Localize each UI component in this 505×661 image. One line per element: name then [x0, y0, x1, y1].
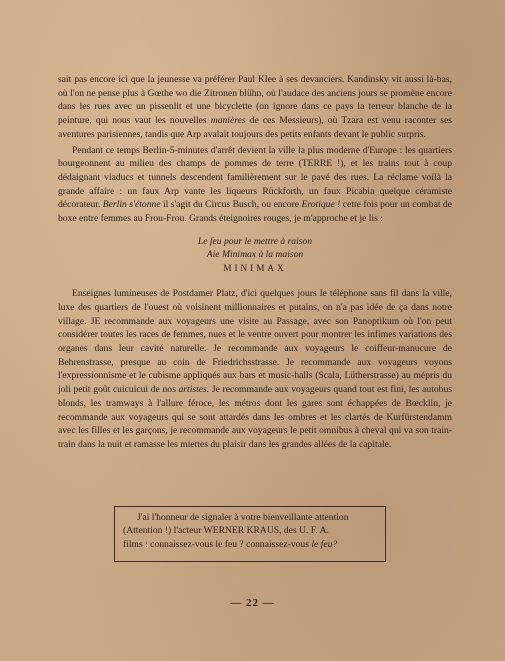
paragraph-1-text: sait pas encore ici que la jeunesse va préférer Paul Klee à ses devanciers. Kandinsky vit aussi là-bas, où l'on ne pense plus à Gœthe wo die Zitronen blühn, où l'audace des anciens jours se promène encore dans les rues avec un pissenlit et une bicyclette (on ignore dans ce pays la terreur blanche de la peinture, qui nous vaut les nouvelles: [58, 74, 452, 127]
boxed-notice: [114, 506, 386, 562]
notice-line-1: J'ai l'honneur de signaler à votre bienveillante attention: [137, 512, 349, 523]
paragraph-1-end: de ces Messieurs), où Tzara est venu raconter ses aventures parisiennes, tandis que Arp avalait toujours des petits enfants devant le public surpris.: [58, 115, 452, 140]
paragraph-2-emphasis-2: Erotique !: [301, 199, 341, 211]
notice-line-3-emphasis: le feu?: [311, 538, 338, 550]
paragraph-3-emphasis: artistes.: [178, 384, 210, 396]
paragraph-3-text-b: Je recommande aux voyageurs quand tout est fini, les autobus blonds, les tramways à l'allure féroce, les métros dont les gares sont échappées de Bœcklin, je recommande aux voyageurs qui se sont attardés dans les ombres et les clartés de Kurfürstendamm avec les filles et les garçons, je recommande aux voyageurs le petit omnibus à cheval qui va son train-train dans la nuit et ramasse les miettes du plaisir dans les grandes allées de la capitale.: [58, 384, 452, 450]
paragraph-3: [58, 287, 452, 451]
page-number: — 22 —: [230, 597, 275, 609]
advertising-poem: [58, 235, 452, 276]
paragraph-2-text-a: Pendant ce temps Berlin-5-minutes d'arrêt devient la ville la plus moderne d'Europe : les quartiers bourgeonnent au milieu des champs de pommes de terre (TERRE !), et les trains tout à coup dédaignant viaducs et tunnels descendent familièrement sur le pavé des rues. La réclame voilà la grande affaire : un faux Arp vante les liqueurs Rückforth, un faux Picabia quelque céramiste décorateur.: [58, 144, 452, 211]
poem-signature: MINIMAX: [223, 262, 287, 273]
notice-line-2: (Attention !) l'acteur WERNER KRAUS, des U. F. A.: [123, 525, 329, 537]
notice-line-3-text: films : connaissez-vous le feu ? connaissez-vous: [123, 538, 312, 550]
paragraph-3-text-a: Enseignes lumineuses de Postdamer Platz, d'ici quelques jours le téléphone sans fil dans la ville, luxe des quartiers de l'ouest où voisinent millionnaires et putains, on n'a pas idée de ça dans notre village. JE recommande aux voyageurs une visite au Passage, avec son Panoptikum où l'on peut considérer toutes les races de femmes, nues et le ventre ouvert pour montrer les infimes variations des organes dans leur cavité naturelle. Je recommande aux voyageurs le coiffeur-manucure de Behrenstrasse, presque au coin de Friedrichsstrasse. Je recommande aux voyageurs voyons l'expressionnisme et le cubisme appliqués aux bars et music-halls (Scala, Lütherstrasse) au mépris du joli petit goût cuicuicui de nos: [58, 288, 452, 396]
paragraph-1: [58, 73, 452, 142]
paragraph-2: [58, 144, 452, 226]
poem-line-2: Aie Minimax à la maison: [206, 249, 304, 261]
poem-line-1: Le feu pour le mettre à raison: [197, 235, 313, 247]
paragraph-2-text-c: cette fois pour un combat de boxe entre femmes au Frou-Frou. Grands éteignoires rouges, je m'approche et je lis :: [58, 199, 452, 225]
page-body: [58, 73, 452, 452]
paragraph-2-text-b: il s'agit du Circus Busch, ou encore: [160, 199, 302, 211]
notice-line-3: [123, 538, 377, 551]
paragraph-2-emphasis-1: Berlin s'étonne: [102, 199, 161, 211]
paragraph-1-emphasis: manières: [210, 115, 246, 127]
